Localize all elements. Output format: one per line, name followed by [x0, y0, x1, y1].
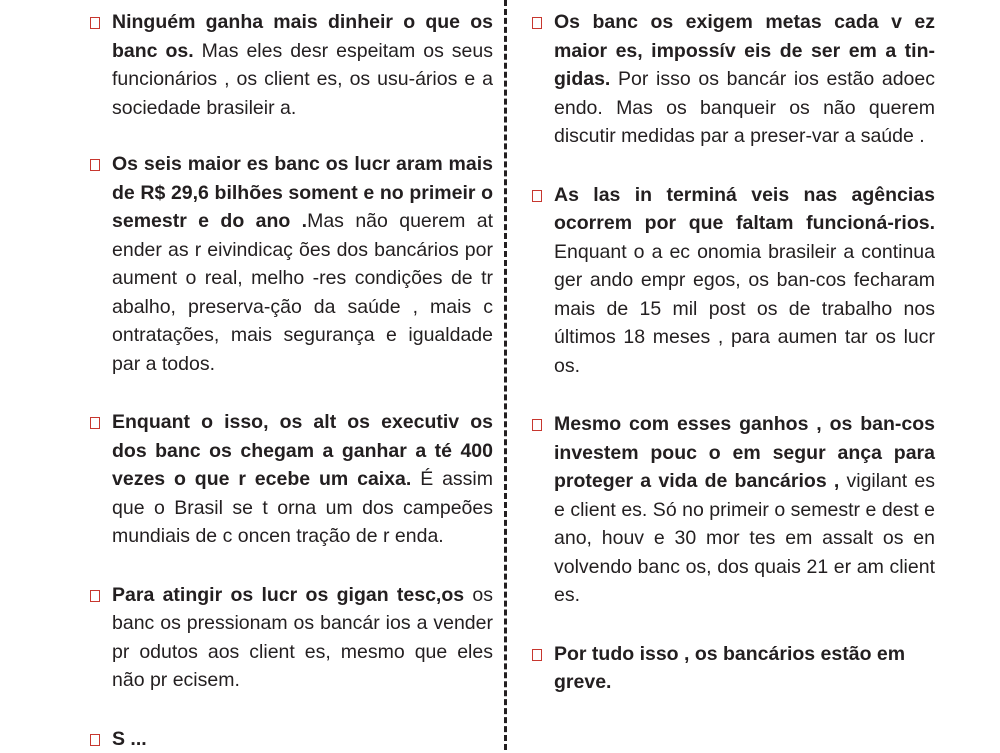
item-body: Mas eles desr espeitam os seus funcionários , os client es, os usu-ários e a sociedade brasileir a.	[112, 40, 493, 119]
list-item	[88, 8, 493, 122]
item-body: os banc os pressionam os bancár ios a vender pr odutos aos client es, mesmo que eles não pr ecisem.	[112, 584, 493, 692]
item-lead: As las in terminá veis nas agências ocorrem por que faltam funcioná-rios.	[554, 184, 935, 235]
checkbox-bullet-icon	[90, 734, 100, 746]
list-item	[530, 181, 935, 381]
list-item	[530, 410, 935, 610]
item-lead: Por tudo isso , os bancários estão em greve.	[554, 643, 905, 694]
item-body: É assim que o Brasil se t orna um dos campeões mundiais de c oncen tração de r enda.	[112, 468, 493, 547]
list-item	[88, 150, 493, 378]
checkbox-bullet-icon	[90, 417, 100, 429]
item-lead: Para atingir os lucr os gigan tesc,os	[112, 584, 464, 606]
right-column	[530, 8, 935, 697]
column-divider	[504, 0, 507, 750]
checkbox-bullet-icon	[90, 17, 100, 29]
left-column	[88, 8, 493, 753]
checkbox-bullet-icon	[532, 649, 542, 661]
item-body: Enquant o a ec onomia brasileir a continua ger ando empr egos, os ban-cos fecharam mais de 15 mil post os de trabalho nos últimos 18 meses , para aumen tar os lucr os.	[554, 241, 935, 377]
list-item	[88, 581, 493, 695]
item-lead: Mesmo com esses ganhos , os ban-cos investem pouc o em segur ança para proteger a vida de bancários ,	[554, 413, 935, 492]
checkbox-bullet-icon	[532, 190, 542, 202]
item-lead: Ninguém ganha mais dinheir o que os banc os.	[112, 11, 493, 62]
checkbox-bullet-icon	[90, 159, 100, 171]
item-lead: Enquant o isso, os alt os executiv os dos banc os chegam a ganhar a té 400 vezes o que r ecebe um caixa.	[112, 411, 493, 490]
list-item-partial	[88, 725, 493, 753]
list-item	[88, 408, 493, 551]
item-lead: Os banc os exigem metas cada v ez maior es, impossív eis de ser em a tin-gidas.	[554, 11, 935, 90]
item-body: vigilant es e client es. Só no primeir o semestr e dest e ano, houv e 30 mor tes em assalt os en volvendo banc os, dos quais 21 er am client es.	[554, 470, 935, 606]
checkbox-bullet-icon	[532, 17, 542, 29]
item-body: Por isso os bancár ios estão adoec endo. Mas os banqueir os não querem discutir medidas par a preser-var a saúde .	[554, 68, 935, 147]
list-item	[530, 8, 935, 151]
item-lead: Os seis maior es banc os lucr aram mais de R$ 29,6 bilhões soment e no primeir o semestr e do ano .	[112, 153, 493, 232]
checkbox-bullet-icon	[532, 419, 542, 431]
item-lead: S ...	[112, 728, 147, 750]
checkbox-bullet-icon	[90, 590, 100, 602]
item-body: Mas não querem at ender as r eivindicaç ões dos bancários por aument o real, melho -res condições de tr abalho, preserva-ção da saúde , mais c ontratações, mais segurança e igualdade par a todos.	[112, 210, 493, 375]
list-item	[530, 640, 935, 697]
